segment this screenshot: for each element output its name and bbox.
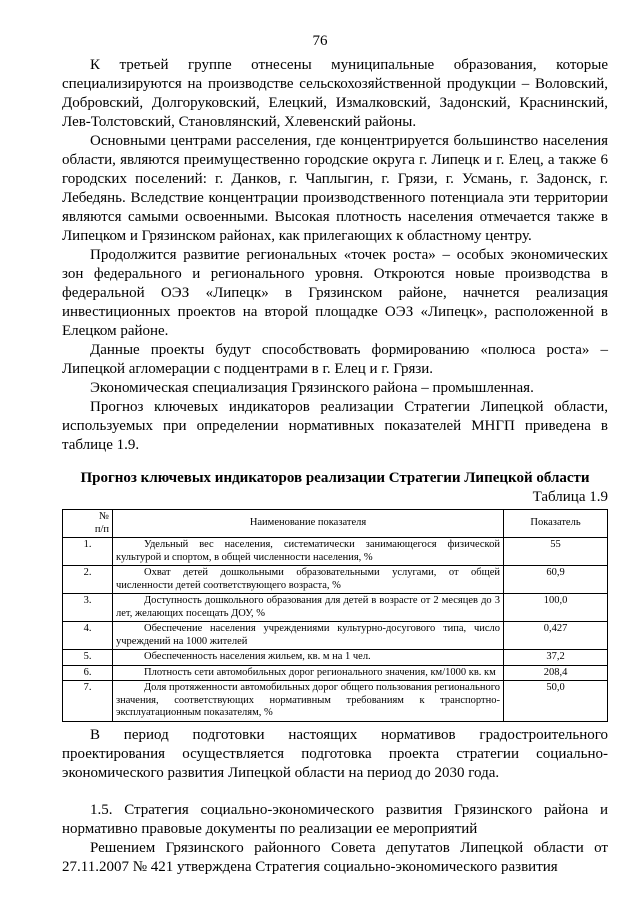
paragraph: Данные проекты будут способствовать формированию «полюса роста» – Липецкой агломерации с подцентрами в г. Елец и г. Грязи. (62, 342, 608, 377)
table-title: Прогноз ключевых индикаторов реализации Стратегии Липецкой области (80, 470, 590, 486)
row-num: 2. (63, 566, 113, 594)
row-num: 6. (63, 665, 113, 681)
table-header-row (63, 510, 608, 538)
row-num: 7. (63, 681, 113, 722)
table-row (63, 538, 608, 566)
paragraph: Экономическая специализация Грязинского района – промышленная. (90, 380, 534, 396)
header-num-line1: № (98, 511, 109, 522)
row-name (113, 650, 504, 666)
document-body (62, 56, 608, 877)
row-num: 1. (63, 538, 113, 566)
paragraph: Основными центрами расселения, где концентрируется большинство населения области, являются преимущественно городские округа г. Липецк и г. Елец, а также 6 городских поселений: г. Данков, г. Чаплыгин, г. Грязи, г. Усмань, г. Задонск, г. Лебедянь. Вследствие концентрации производственного потенциала эти территории являются самыми освоенными. Высокая плотность населения отмечается также в Липецком и Грязинском районах, как прилегающих к областному центру. (62, 133, 608, 244)
page-number: 76 (312, 33, 328, 49)
row-name (113, 566, 504, 594)
paragraph: Продолжится развитие региональных «точек роста» – особых экономических зон федерального и регионального уровня. Откроются новые производства в федеральной ОЭЗ «Липецк» в Грязинском районе, начнется реализация инвестиционных проектов на второй площадке ОЭЗ «Липецк», расположенной в Елецком районе. (62, 247, 608, 339)
row-num: 4. (63, 622, 113, 650)
row-name (113, 594, 504, 622)
row-value: 37,2 (504, 650, 608, 666)
table-row (63, 622, 608, 650)
row-num: 5. (63, 650, 113, 666)
indicators-table (62, 509, 608, 722)
table-row (63, 594, 608, 622)
row-name (113, 681, 504, 722)
row-name (113, 665, 504, 681)
row-value: 0,427 (504, 622, 608, 650)
table-row (63, 566, 608, 594)
row-name-text: Удельный вес населения, систематически занимающегося физической культурой и спортом, в общей численности населения, % (116, 539, 500, 563)
header-value: Показатель (504, 510, 608, 538)
table-caption: Таблица 1.9 (532, 489, 608, 505)
row-name (113, 538, 504, 566)
table-row (63, 650, 608, 666)
row-name (113, 622, 504, 650)
header-num-line2: п/п (94, 523, 109, 535)
row-value: 60,9 (504, 566, 608, 594)
header-num (63, 510, 113, 538)
row-name-text: Обеспечение населения учреждениями культурно-досугового типа, число учреждений на 1000 жителей (116, 623, 500, 647)
section-heading: 1.5. Стратегия социально-экономического развития Грязинского района и нормативно правовые документы по реализации ее мероприятий (62, 801, 608, 837)
paragraph: Прогноз ключевых индикаторов реализации Стратегии Липецкой области, используемых при определении нормативных показателей МНГП приведена в таблице 1.9. (62, 399, 608, 453)
row-num: 3. (63, 594, 113, 622)
row-value: 208,4 (504, 665, 608, 681)
paragraph: К третьей группе отнесены муниципальные образования, которые специализируются на производстве сельскохозяйственной продукции – Воловский, Добровский, Долгоруковский, Елецкий, Измалковский, Задонский, Краснинский, Лев-Толстовский, Становлянский, Хлевенский районы. (62, 57, 608, 130)
row-name-text: Обеспеченность населения жильем, кв. м на 1 чел. (144, 651, 371, 662)
paragraph: Решением Грязинского районного Совета депутатов Липецкой области от 27.11.2007 № 421 утверждена Стратегия социально-экономического развития (62, 839, 608, 875)
row-name-text: Плотность сети автомобильных дорог регионального значения, км/1000 кв. км (144, 666, 496, 678)
row-name-text: Охват детей дошкольными образовательными услугами, от общей численности детей соответствующего возраста, % (116, 567, 500, 591)
row-name-text: Доступность дошкольного образования для детей в возрасте от 2 месяцев до 3 лет, желающих посещать ДОУ, % (116, 595, 500, 619)
row-name-text: Доля протяженности автомобильных дорог общего пользования регионального значения, соответствующих нормативным требованиям к транспортно-эксплуатационным показателям, % (116, 682, 500, 718)
row-value: 55 (504, 538, 608, 566)
row-value: 50,0 (504, 681, 608, 722)
table-row (63, 665, 608, 681)
row-value: 100,0 (504, 594, 608, 622)
header-name: Наименование показателя (113, 510, 504, 538)
table-row (63, 681, 608, 722)
paragraph: В период подготовки настоящих нормативов градостроительного проектирования осуществляется подготовка проекта стратегии социально-экономического развития Липецкой области на период до 2030 года. (62, 726, 608, 781)
